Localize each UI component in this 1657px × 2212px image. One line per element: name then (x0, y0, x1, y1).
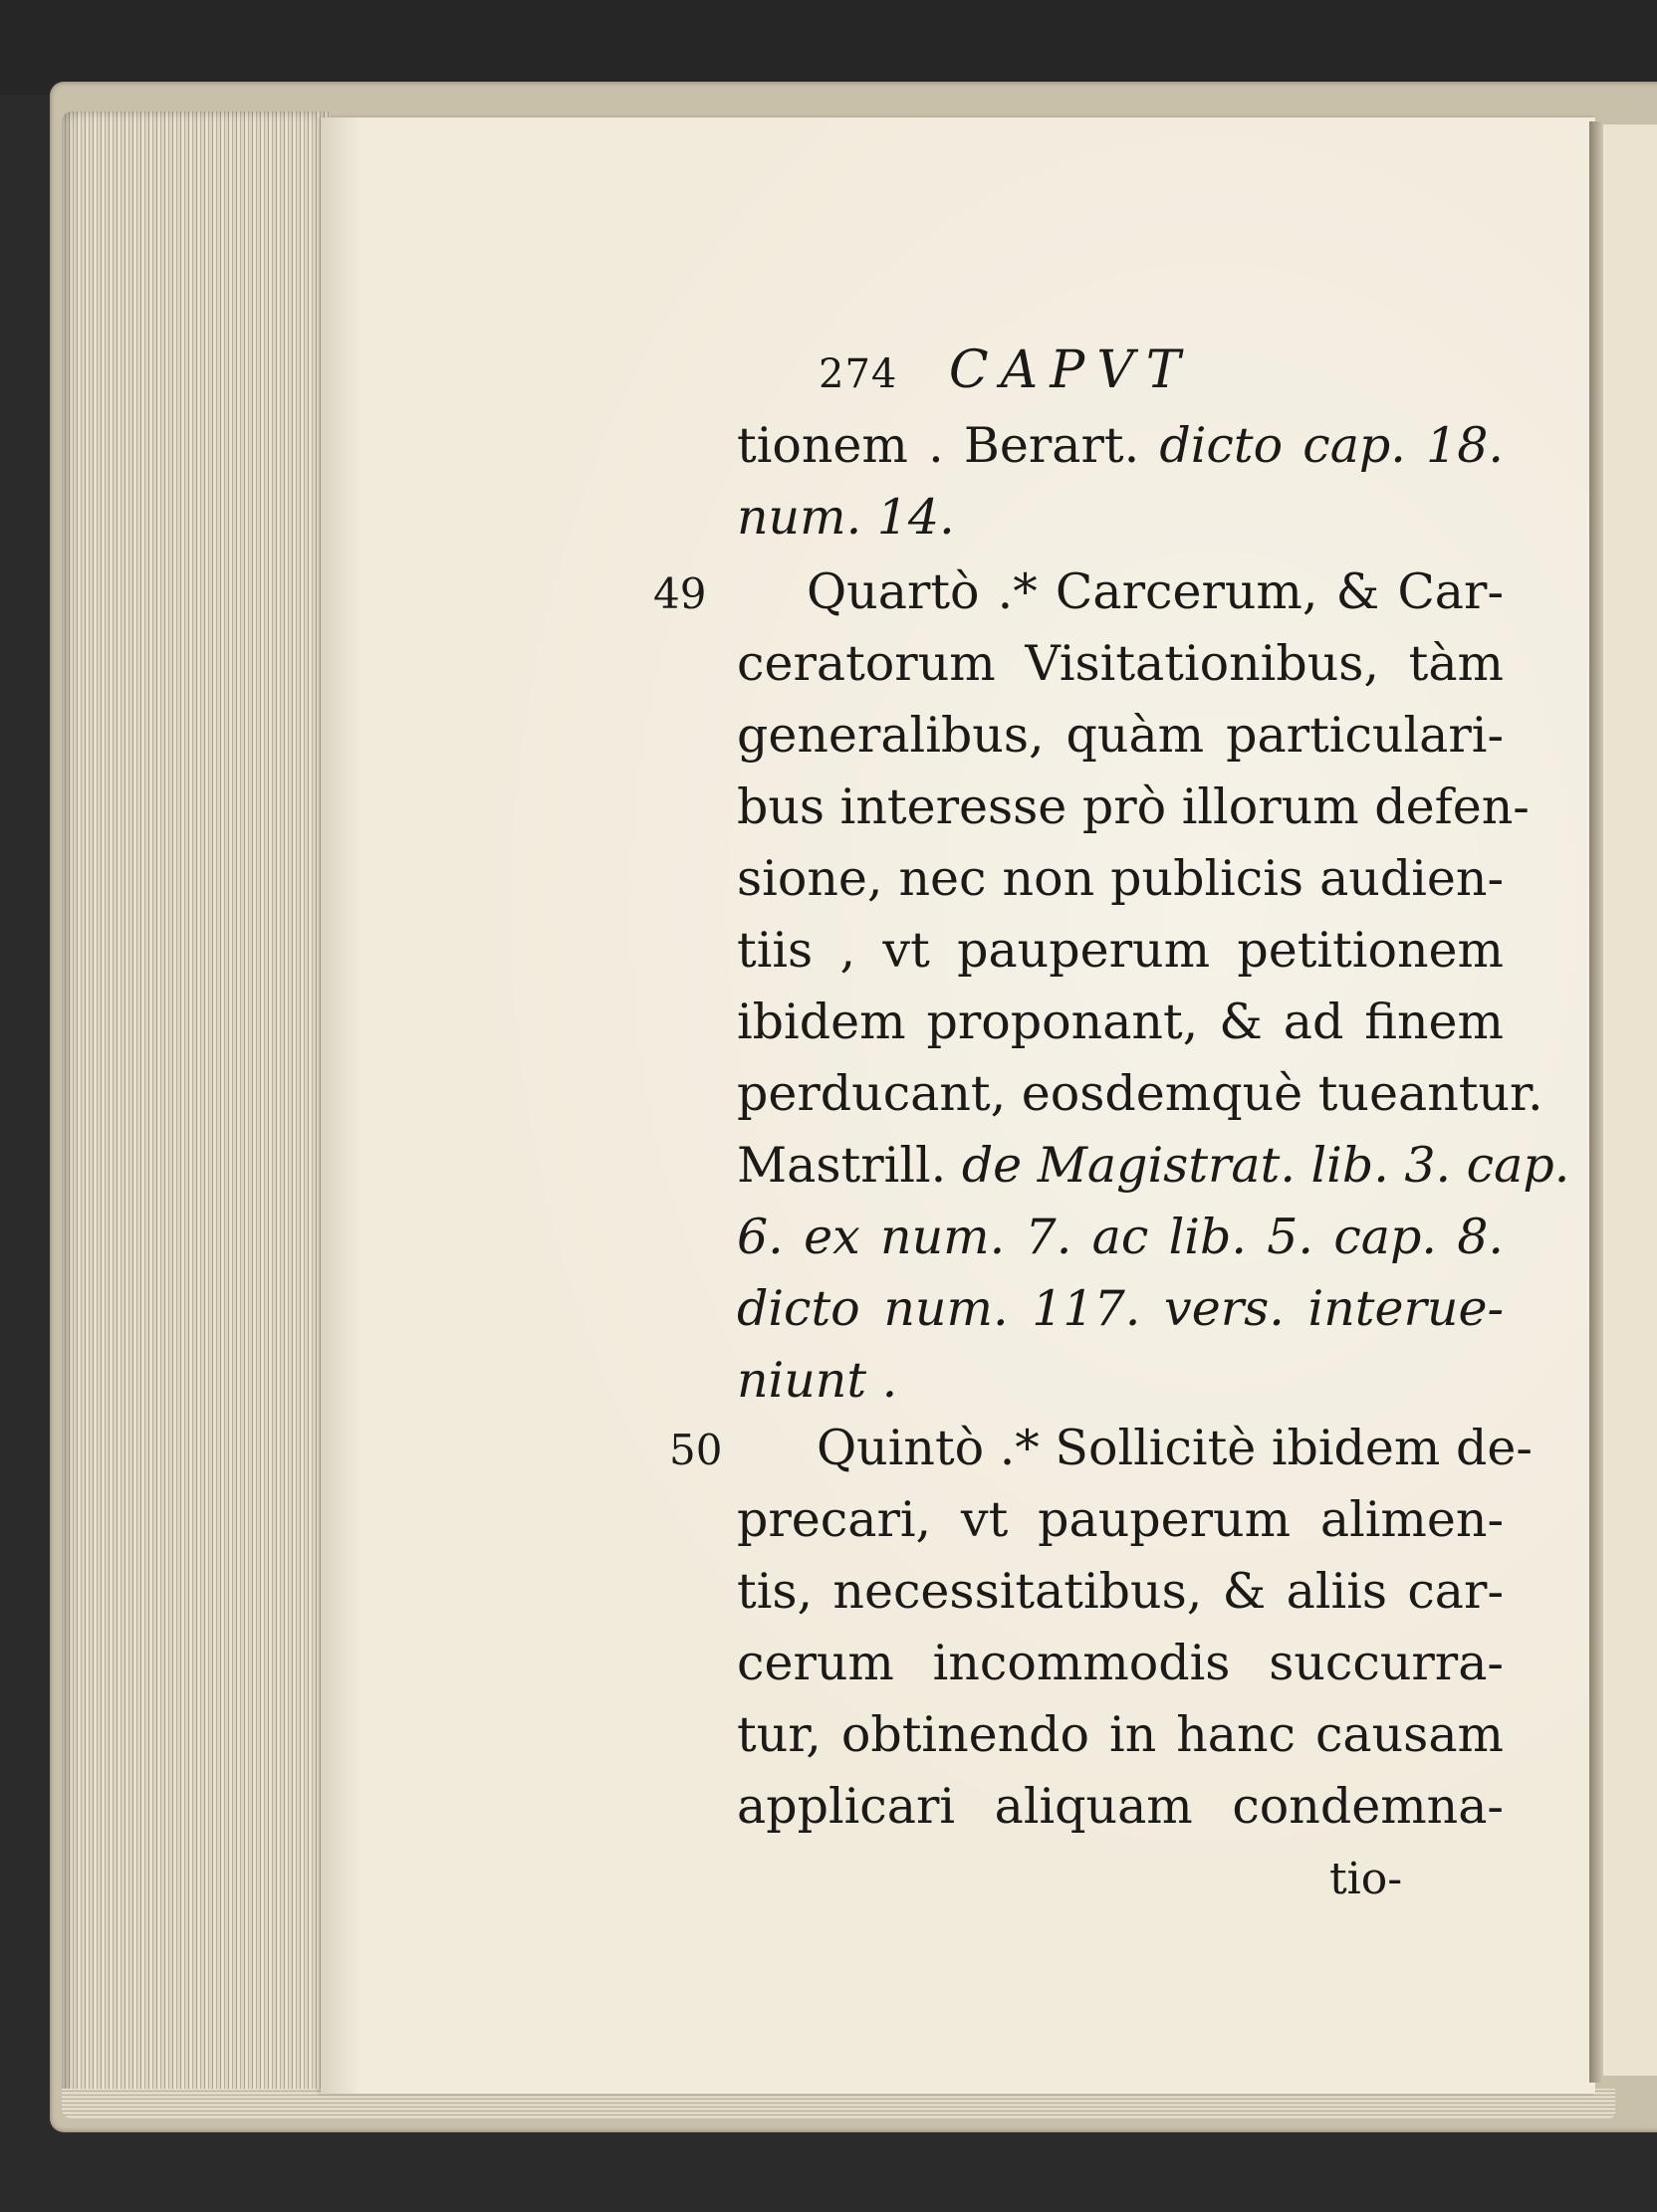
margin-number: 50 (669, 1426, 723, 1474)
right-page-edge (1603, 124, 1657, 2076)
text-line: tis, necessitatibus, & aliis car- (737, 1563, 1504, 1620)
text-line: niunt . (737, 1352, 898, 1409)
text-line: ibidem proponant, & ad finem (737, 994, 1504, 1050)
text-line: cerum incommodis succurra- (737, 1635, 1504, 1691)
page-number: 274 (819, 351, 898, 397)
text-line: precari, vt pauperum alimen- (737, 1491, 1504, 1548)
running-title: CAPVT (948, 340, 1193, 400)
gutter (1589, 121, 1603, 2083)
text-line: ceratorum Visitationibus, tàm (737, 635, 1504, 692)
background (0, 0, 1657, 95)
running-header (819, 340, 1192, 400)
text-line: generalibus, quàm particulari- (737, 707, 1504, 764)
text-line: Mastrill. de Magistrat. lib. 3. cap. (737, 1137, 1570, 1194)
page-edges-left (62, 111, 331, 2102)
text-line: dicto num. 117. vers. interue- (737, 1280, 1504, 1337)
text-line: bus interesse prò illorum defen- (737, 778, 1530, 835)
margin-number: 49 (653, 569, 707, 618)
text-line: Quartò .* Carcerum, & Car- (807, 563, 1504, 620)
text-line: perducant, eosdemquè tueantur. (737, 1065, 1543, 1122)
text-line: applicari aliquam condemna- (737, 1778, 1504, 1835)
text-line: 6. ex num. 7. ac lib. 5. cap. 8. (737, 1209, 1504, 1265)
text-line: sione, nec non publicis audien- (737, 850, 1504, 907)
text-line: Quintò .* Sollicitè ibidem de- (817, 1420, 1533, 1476)
text-line: num. 14. (737, 489, 955, 546)
text-line: tiis , vt pauperum petitionem (737, 922, 1504, 979)
text-line: tionem . Berart. dicto cap. 18. (737, 417, 1504, 474)
catchword: tio- (1329, 1854, 1403, 1904)
text-line: tur, obtinendo in hanc causam (737, 1706, 1504, 1763)
